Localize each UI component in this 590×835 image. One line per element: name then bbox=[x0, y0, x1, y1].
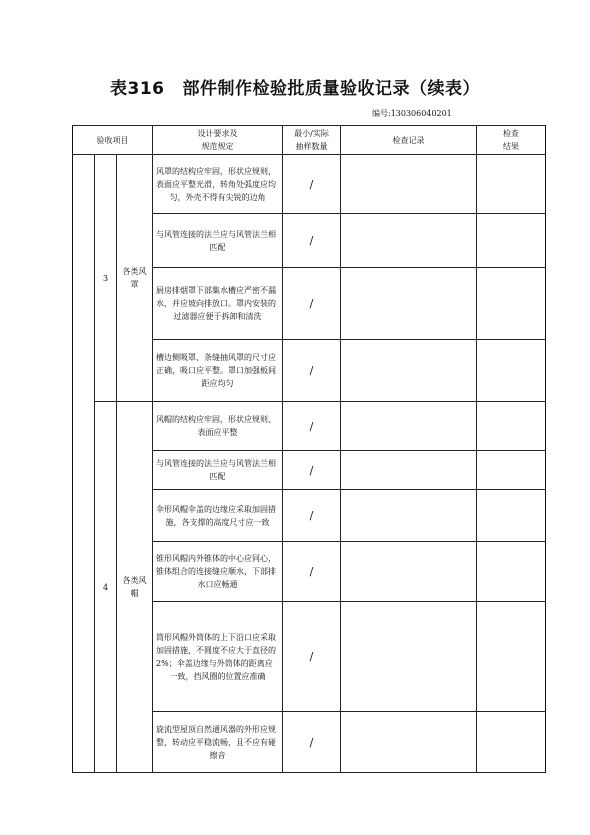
requirement-cell: 伞形风帽伞盖的边缘应采取加固措施，各支撑的高度尺寸应一致 bbox=[153, 490, 283, 542]
header-sample bbox=[283, 126, 341, 155]
record-cell[interactable] bbox=[341, 155, 477, 214]
sample-cell: / bbox=[283, 155, 341, 214]
sample-cell: / bbox=[283, 268, 341, 340]
sample-cell: / bbox=[283, 340, 341, 402]
item-number: 3 bbox=[95, 155, 117, 402]
result-cell[interactable] bbox=[477, 155, 546, 214]
result-cell[interactable] bbox=[477, 712, 546, 773]
requirement-cell: 与风管连接的法兰应与风管法兰相匹配 bbox=[153, 214, 283, 268]
header-item: 验收项目 bbox=[73, 126, 153, 155]
result-cell[interactable] bbox=[477, 490, 546, 542]
header-sample-text: 最小/实际 抽样数量 bbox=[294, 129, 329, 151]
record-cell[interactable] bbox=[341, 712, 477, 773]
sample-cell: / bbox=[283, 214, 341, 268]
record-cell[interactable] bbox=[341, 402, 477, 451]
sample-cell: / bbox=[283, 402, 341, 451]
page-title bbox=[0, 74, 590, 99]
header-requirement bbox=[153, 126, 283, 155]
result-cell[interactable] bbox=[477, 542, 546, 602]
requirement-cell: 锥形风帽内外锥体的中心应同心，锥体组合的连接缝应顺水，下部排水口应畅通 bbox=[153, 542, 283, 602]
result-cell[interactable] bbox=[477, 268, 546, 340]
record-cell[interactable] bbox=[341, 542, 477, 602]
table-row bbox=[73, 402, 546, 451]
inspection-table bbox=[72, 125, 546, 773]
table-title: 部件制作检验批质量验收记录（续表） bbox=[182, 79, 480, 99]
result-cell[interactable] bbox=[477, 402, 546, 451]
requirement-cell: 厨房排烟罩下部集水槽应严密不漏水，并应坡向排放口。罩内安装的过滤器应便于拆卸和清洗 bbox=[153, 268, 283, 340]
header-result-text: 检查 结果 bbox=[503, 129, 519, 151]
record-cell[interactable] bbox=[341, 602, 477, 712]
requirement-cell: 槽边侧吸罩、条缝抽风罩的尺寸应正确，吸口应平整。罩口加强板间距应均匀 bbox=[153, 340, 283, 402]
sample-cell: / bbox=[283, 451, 341, 490]
sample-cell: / bbox=[283, 712, 341, 773]
sample-cell: / bbox=[283, 490, 341, 542]
record-cell[interactable] bbox=[341, 451, 477, 490]
requirement-cell: 风罩的结构应牢固，形状应规则，表面应平整光滑，转角处弧度应均匀，外壳不得有尖锐的边角 bbox=[153, 155, 283, 214]
item-category bbox=[117, 155, 153, 402]
sample-cell: / bbox=[283, 602, 341, 712]
record-code: 编号:130306040201 bbox=[372, 109, 452, 118]
table-number: 表316 bbox=[110, 79, 165, 99]
record-cell[interactable] bbox=[341, 490, 477, 542]
record-cell[interactable] bbox=[341, 214, 477, 268]
header-requirement-text: 设计要求及 规范规定 bbox=[197, 129, 238, 151]
item-number: 4 bbox=[95, 402, 117, 773]
record-cell[interactable] bbox=[341, 268, 477, 340]
result-cell[interactable] bbox=[477, 214, 546, 268]
requirement-cell: 风帽的结构应牢固，形状应规则、表面应平整 bbox=[153, 402, 283, 451]
item-category-text: 各类风 帽 bbox=[122, 576, 147, 598]
item-category bbox=[117, 402, 153, 773]
sample-cell: / bbox=[283, 542, 341, 602]
result-cell[interactable] bbox=[477, 602, 546, 712]
item-category-text: 各类风 罩 bbox=[122, 267, 147, 289]
header-result bbox=[477, 126, 546, 155]
table-row bbox=[73, 155, 546, 214]
header-record: 检查记录 bbox=[341, 126, 477, 155]
result-cell[interactable] bbox=[477, 340, 546, 402]
requirement-cell: 与风管连接的法兰应与风管法兰相匹配 bbox=[153, 451, 283, 490]
record-cell[interactable] bbox=[341, 340, 477, 402]
requirement-cell: 筒形风帽外筒体的上下沿口应采取加固措施，不圆度不应大于直径的2%；伞盖边缘与外筒体的距离应一致，挡风圈的位置应准确 bbox=[153, 602, 283, 712]
header-row bbox=[73, 126, 546, 155]
requirement-cell: 旋流型屋顶自然通风器的外形应规整，转动应平稳流畅，且不应有碰擦音 bbox=[153, 712, 283, 773]
result-cell[interactable] bbox=[477, 451, 546, 490]
group-col-blank bbox=[73, 155, 95, 773]
